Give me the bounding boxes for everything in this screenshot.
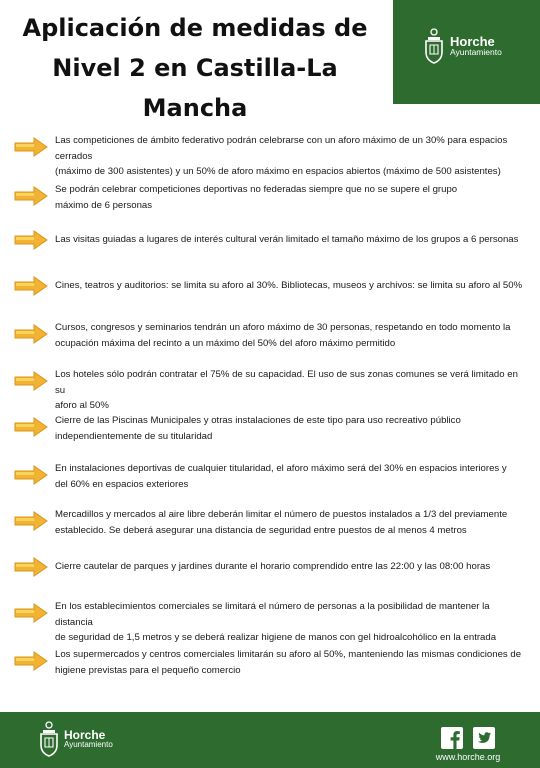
arrow-right-icon: [14, 230, 48, 250]
arrow-right-icon: [14, 324, 48, 344]
twitter-icon[interactable]: [473, 727, 495, 749]
coat-of-arms-icon: [38, 720, 60, 758]
arrow-right-icon: [14, 651, 48, 671]
arrow-right-icon: [14, 557, 48, 577]
measure-text: Cierre de las Piscinas Municipales y otras instalaciones de este tipo para uso recreativo público independientemente de su titularidad: [55, 415, 461, 442]
footer-brand-logo[interactable]: [38, 720, 113, 758]
arrow-right-icon: [14, 417, 48, 437]
arrow-right-icon: [14, 186, 48, 206]
measure-text: Los hoteles sólo podrán contratar el 75% de su capacidad. El uso de sus zonas comunes se verá limitado en su aforo al 50%: [55, 369, 518, 411]
measure-text: Cines, teatros y auditorios: se limita su aforo al 30%. Bibliotecas, museos y archivos: se limita su aforo al 50%: [55, 280, 523, 291]
title-line-2: Nivel 2 en Castilla-La Mancha: [52, 54, 338, 122]
measure-text: Las visitas guiadas a lugares de interés cultural verán limitado el tamaño máximo de los grupos a 6 personas: [55, 234, 519, 245]
measure-text: En los establecimientos comerciales se limitará el número de personas a la posibilidad de mantener la distancia de seguridad de 1,5 metros y se deberá realizar higiene de manos con gel hidroalcohólico en la entrada: [55, 601, 497, 643]
measure-text: Cierre cautelar de parques y jardines durante el horario comprendido entre las 22:00 y las 08:00 horas: [55, 561, 491, 572]
measure-text: Cursos, congresos y seminarios tendrán un aforo máximo de 30 personas, respetando en todo momento la ocupación máxima del recinto a un máximo del 50% del aforo máximo permitido: [55, 322, 511, 349]
arrow-right-icon: [14, 276, 48, 296]
measure-text: En instalaciones deportivas de cualquier titularidad, el aforo máximo será del 30% en espacios interiores y del 60% en espacios exteriores: [55, 463, 507, 490]
arrow-right-icon: [14, 511, 48, 531]
arrow-right-icon: [14, 371, 48, 391]
website-link[interactable]: www.horche.org: [435, 752, 501, 762]
facebook-icon[interactable]: [441, 727, 463, 749]
measure-text: Se podrán celebrar competiciones deportivas no federadas siempre que no se supere el grupo máximo de 6 personas: [55, 184, 458, 211]
footer-brand-subtitle: Ayuntamiento: [64, 739, 113, 749]
footer-brand-name: Horche: [64, 727, 106, 742]
measure-text: Las competiciones de ámbito federativo podrán celebrarse con un aforo máximo de un 30% para espacios cerrados (máximo de 300 asistentes) y un 50% de aforo máximo en espacios abiertos (máximo de 500 asistentes): [55, 135, 508, 177]
measure-text: Mercadillos y mercados al aire libre deberán limitar el número de puestos instalados a 1/3 del previamente establecido. Se deberá asegurar una distancia de seguridad entre puestos de al menos 4 metros: [55, 509, 508, 536]
arrow-right-icon: [14, 137, 48, 157]
brand-subtitle: Ayuntamiento: [450, 46, 502, 57]
brand-name: Horche: [450, 33, 495, 49]
arrow-right-icon: [14, 603, 48, 623]
title-line-1: Aplicación de medidas de: [22, 14, 368, 42]
arrow-right-icon: [14, 465, 48, 485]
measure-text: Los supermercados y centros comerciales limitarán su aforo al 50%, manteniendo las mismas condiciones de higiene previstas para el pequeño comercio: [55, 649, 522, 676]
